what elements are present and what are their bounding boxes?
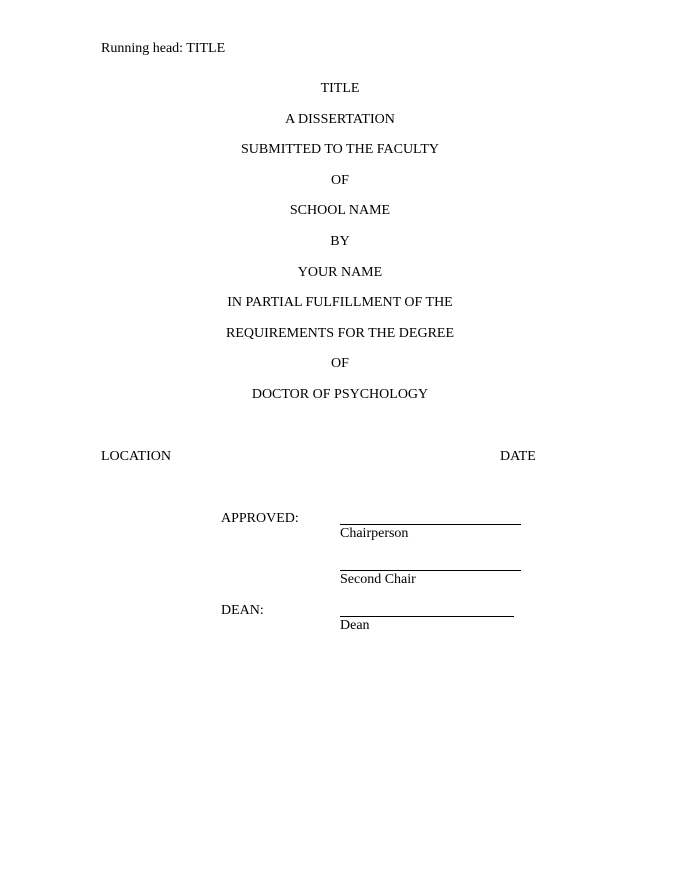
dean-signature-line	[340, 616, 514, 617]
location-text: LOCATION	[101, 449, 171, 464]
running-head: Running head: TITLE	[101, 41, 226, 56]
title-line-by: BY	[330, 233, 350, 249]
dean-caption: Dean	[340, 618, 370, 633]
date-text: DATE	[500, 449, 536, 464]
title-line-of: OF	[331, 172, 349, 188]
title-block	[0, 81, 680, 418]
title-line-of: OF	[331, 356, 349, 372]
title-line-title: TITLE	[320, 81, 360, 96]
title-line-partial-fulfillment: IN PARTIAL FULFILLMENT OF THE	[227, 295, 453, 311]
title-line-requirements: REQUIREMENTS FOR THE DEGREE	[225, 325, 455, 341]
title-line-school-name: SCHOOL NAME	[289, 203, 391, 219]
title-line-submitted: SUBMITTED TO THE FACULTY	[241, 142, 439, 158]
second-chair-signature-line	[340, 570, 521, 571]
title-line-document-type: A DISSERTATION	[285, 111, 395, 127]
title-line-author-name: YOUR NAME	[297, 264, 383, 280]
approved-label: APPROVED:	[221, 511, 299, 526]
chairperson-caption: Chairperson	[340, 526, 409, 541]
title-line-degree: DOCTOR OF PSYCHOLOGY	[251, 386, 429, 402]
chairperson-signature-line	[340, 524, 521, 525]
second-chair-caption: Second Chair	[340, 572, 416, 587]
dean-label: DEAN:	[221, 603, 264, 618]
